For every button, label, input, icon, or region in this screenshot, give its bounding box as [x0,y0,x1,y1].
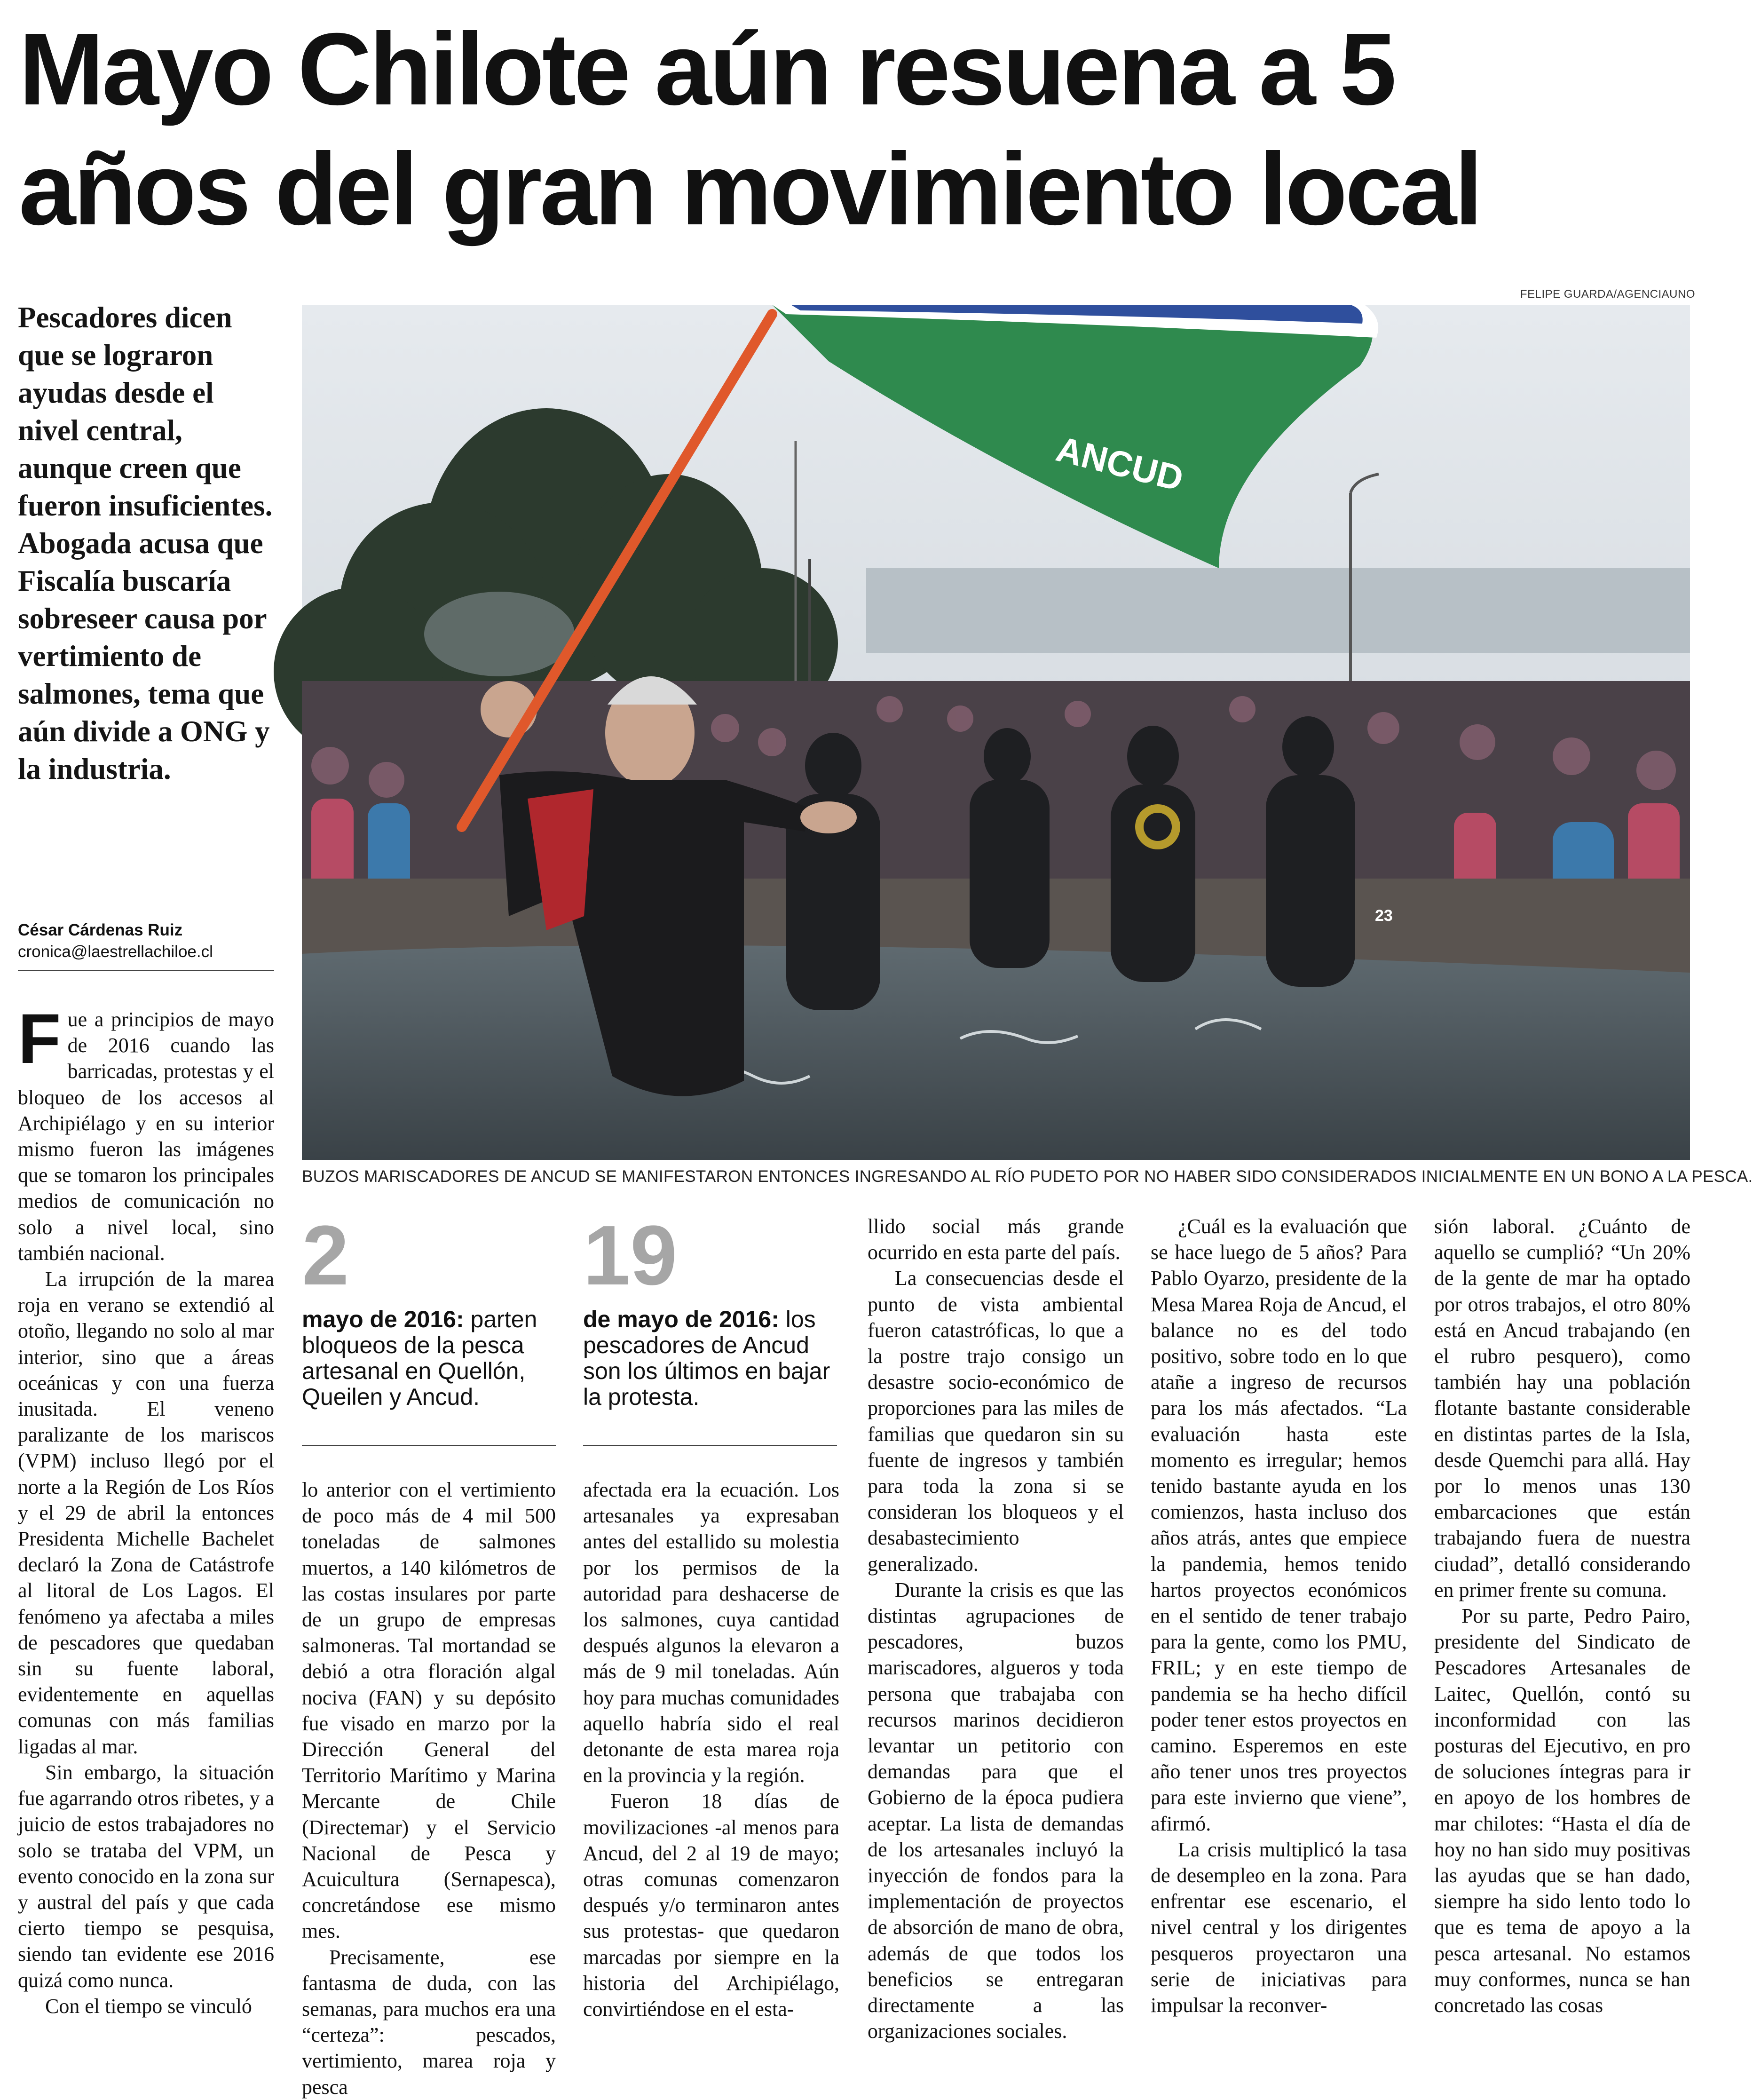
paragraph: llido social más grande ocurrido en esta parte del país. [868,1215,1124,1264]
jersey-number: 23 [1375,907,1393,925]
fact-box-2 [583,1208,839,1410]
headline-line-2: años del gran movimiento local [19,132,1481,246]
paragraph: ¿Cuál es la evaluación que se hace luego de 5 años? Para Pablo Oyarzo, presidente de la Mesa Marea Roja de Ancud, el balance no es del todo positivo, sobre todo en lo que atañe a ingreso de recursos para los más afectados. “La evaluación hasta este momento es irregular; hemos tenido bastante ayuda en los comienzos, hasta incluso dos años atrás, antes que empiece la pandemia, hemos tenido hartos proyectos económicos en el sentido de tener trabajo para la gente, como los PMU, FRIL; y en este tiempo de pandemia se ha hecho difícil poder tener estos proyectos en camino. Esperemos en este año tener unos tres proyectos para este invierno que viene”, afirmó. [1151,1215,1407,1835]
flag-text: ANCUD [1052,429,1187,499]
author-email[interactable]: cronica@laestrellachiloe.cl [18,943,213,961]
photo-caption: BUZOS MARISCADORES DE ANCUD SE MANIFESTARON ENTONCES INGRESANDO AL RÍO PUDETO POR NO HABER SIDO CONSIDERADOS INICIALMENTE EN UN BONO A LA PESCA. [302,1167,1753,1186]
fact-divider [583,1445,837,1446]
paragraph: Sin embargo, la situación fue agarrando otros ribetes, y a juicio de estos trabajadores no solo se trataba del VPM, un evento conocido en la zona sur y austral del país y que cada cierto tiempo se pesquisa, siendo tan evidente ese 2016 quizá como nunca. [18,1760,274,1992]
paragraph: La irrupción de la marea roja en verano se extendió al otoño, llegando no solo al mar interior, sino que a áreas oceánicas y con una fuerza inusitada. El veneno paralizante de los mariscos (VPM) incluso llegó por el norte a la Región de Los Ríos y el 29 de abril la entonces Presidenta Michelle Bachelet declaró la Zona de Catástrofe al litoral de Los Lagos. El fenómeno ya afectaba a miles de pescadores que quedaban sin su fuente laboral, evidentemente en aquellas comunas con más familias ligadas al mar. [18,1268,274,1758]
headline-line-1: Mayo Chilote aún resuena a 5 [19,12,1394,127]
byline-divider [18,970,274,971]
drop-cap: F [18,999,61,1078]
fact-number: 19 [583,1208,678,1303]
paragraph: Precisamente, ese fantasma de duda, con las semanas, para muchos era una “certeza”: pescados, vertimiento, marea roja y pesca [302,1945,556,2099]
headline [19,9,1721,249]
paragraph: Con el tiempo se vinculó [45,1994,252,2018]
paragraph: Fue a principios de mayo de 2016 cuando las barricadas, protestas y el bloqueo de los accesos al Archipiélago y en su interior mismo fueron las imágenes que se tomaron los principales medios de comunicación no solo a nivel local, sino también nacional. [18,999,274,1265]
article-column-2 [302,1477,556,2099]
protest-photo [302,305,1690,1160]
fact-divider [302,1445,556,1446]
article-column-6 [1434,1213,1690,2056]
author-name: César Cárdenas Ruiz [18,921,183,939]
lede-summary: Pescadores dicen que se lograron ayudas desde el nivel central, aunque creen que fueron insuficientes. Abogada acusa que Fiscalía buscaría sobreseer causa por vertimiento de salmones, tema que aún divide a ONG y la industria. [18,301,273,785]
photo-credit: FELIPE GUARDA/AGENCIAUNO [1520,288,1695,301]
fact-number: 2 [302,1208,349,1303]
paragraph: sión laboral. ¿Cuánto de aquello se cumplió? “Un 20% de la gente de mar ha optado por otros trabajos, el otro 80% está en Ancud trabajando (en el rubro pesquero), como también hay una población flotante bastante considerable en distintas partes de la Isla, desde Quemchi para allá. Hay por lo menos unas 130 embarcaciones que están trabajando fuera de nuestra ciudad”, detalló considerando en primer frente su comuna. [1434,1215,1690,1601]
paragraph: lo anterior con el vertimiento de poco más de 4 mil 500 toneladas de salmones muertos, a 140 kilómetros de las costas insulares por parte de un grupo de empresas salmoneras. Tal mortandad se debió a otra floración algal nociva (FAN) y su depósito fue visado en marzo por la Dirección General del Territorio Marítimo y Marina Mercante de Chile (Directemar) y el Servicio Nacional de Pesca y Acuicultura (Sernapesca), concretándose ese mismo mes. [302,1478,556,1943]
article-column-5 [1151,1213,1407,2056]
paragraph: La crisis multiplicó la tasa de desempleo en la zona. Para enfrentar ese escenario, el nivel central y los dirigentes pesqueros proyectaron una serie de iniciativas para impulsar la reconver- [1151,1838,1407,2017]
paragraph: Fueron 18 días de movilizaciones -al menos para Ancud, del 2 al 19 de mayo; otras comunas comenzaron después y/o terminaron antes sus protestas- que quedaron marcadas por siempre en la historia del Archipiélago, convirtiéndose en el esta- [583,1790,839,2021]
fact-box-1 [302,1208,558,1410]
article-column-1 [18,999,274,2056]
paragraph: La consecuencias desde el punto de vista ambiental fueron catastróficas, lo que a la postre trajo consigo un desastre socio-económico de proporciones para las miles de familias que quedaron sin su fuente de ingresos y también para toda la zona si se consideran los bloqueos y el desabastecimiento generalizado. [868,1267,1124,1576]
photo-illustration [302,305,1690,1160]
article-column-3 [583,1477,839,2056]
paragraph: Por su parte, Pedro Pairo, presidente del Sindicato de Pescadores Artesanales de Laitec, Quellón, contó su inconformidad con las posturas del Ejecutivo, en pro de soluciones íntegras para ir en apoyo de los hombres de mar chilotes: “Hasta el día de hoy no han sido muy positivas las ayudas que se han dado, siempre ha sido lento todo lo que es tema de apoyo a la pesca artesanal. No estamos muy conformes, nunca se han concretado las cosas [1434,1604,1690,2017]
paragraph: Durante la crisis es que las distintas agrupaciones de pescadores, buzos mariscadores, algueros y toda persona que trabajaba con recursos marinos decidieron levantar un petitorio con demandas para que el Gobierno de la época pudiera aceptar. La lista de demandas de los artesanales incluyó la inyección de fondos para la implementación de proyectos de absorción de mano de obra, además de que todos los beneficios se entregaran directamente a las organizaciones sociales. [868,1578,1124,2043]
article-column-4 [868,1213,1124,2056]
byline [18,919,274,963]
paragraph: afectada era la ecuación. Los artesanales ya expresaban antes del estallido su molestia por los permisos de la autoridad para deshacerse de los salmones, cuya cantidad después algunos la elevaron a más de 9 mil toneladas. Aún hoy para muchas comunidades aquello habría sido el real detonante de esta marea roja en la provincia y la región. [583,1478,839,1787]
fact-text: de mayo de 2016: los pescadores de Ancud son los últimos en bajar la protesta. [583,1306,830,1410]
fact-text: mayo de 2016: parten bloqueos de la pesca artesanal en Quellón, Queilen y Ancud. [302,1306,537,1410]
